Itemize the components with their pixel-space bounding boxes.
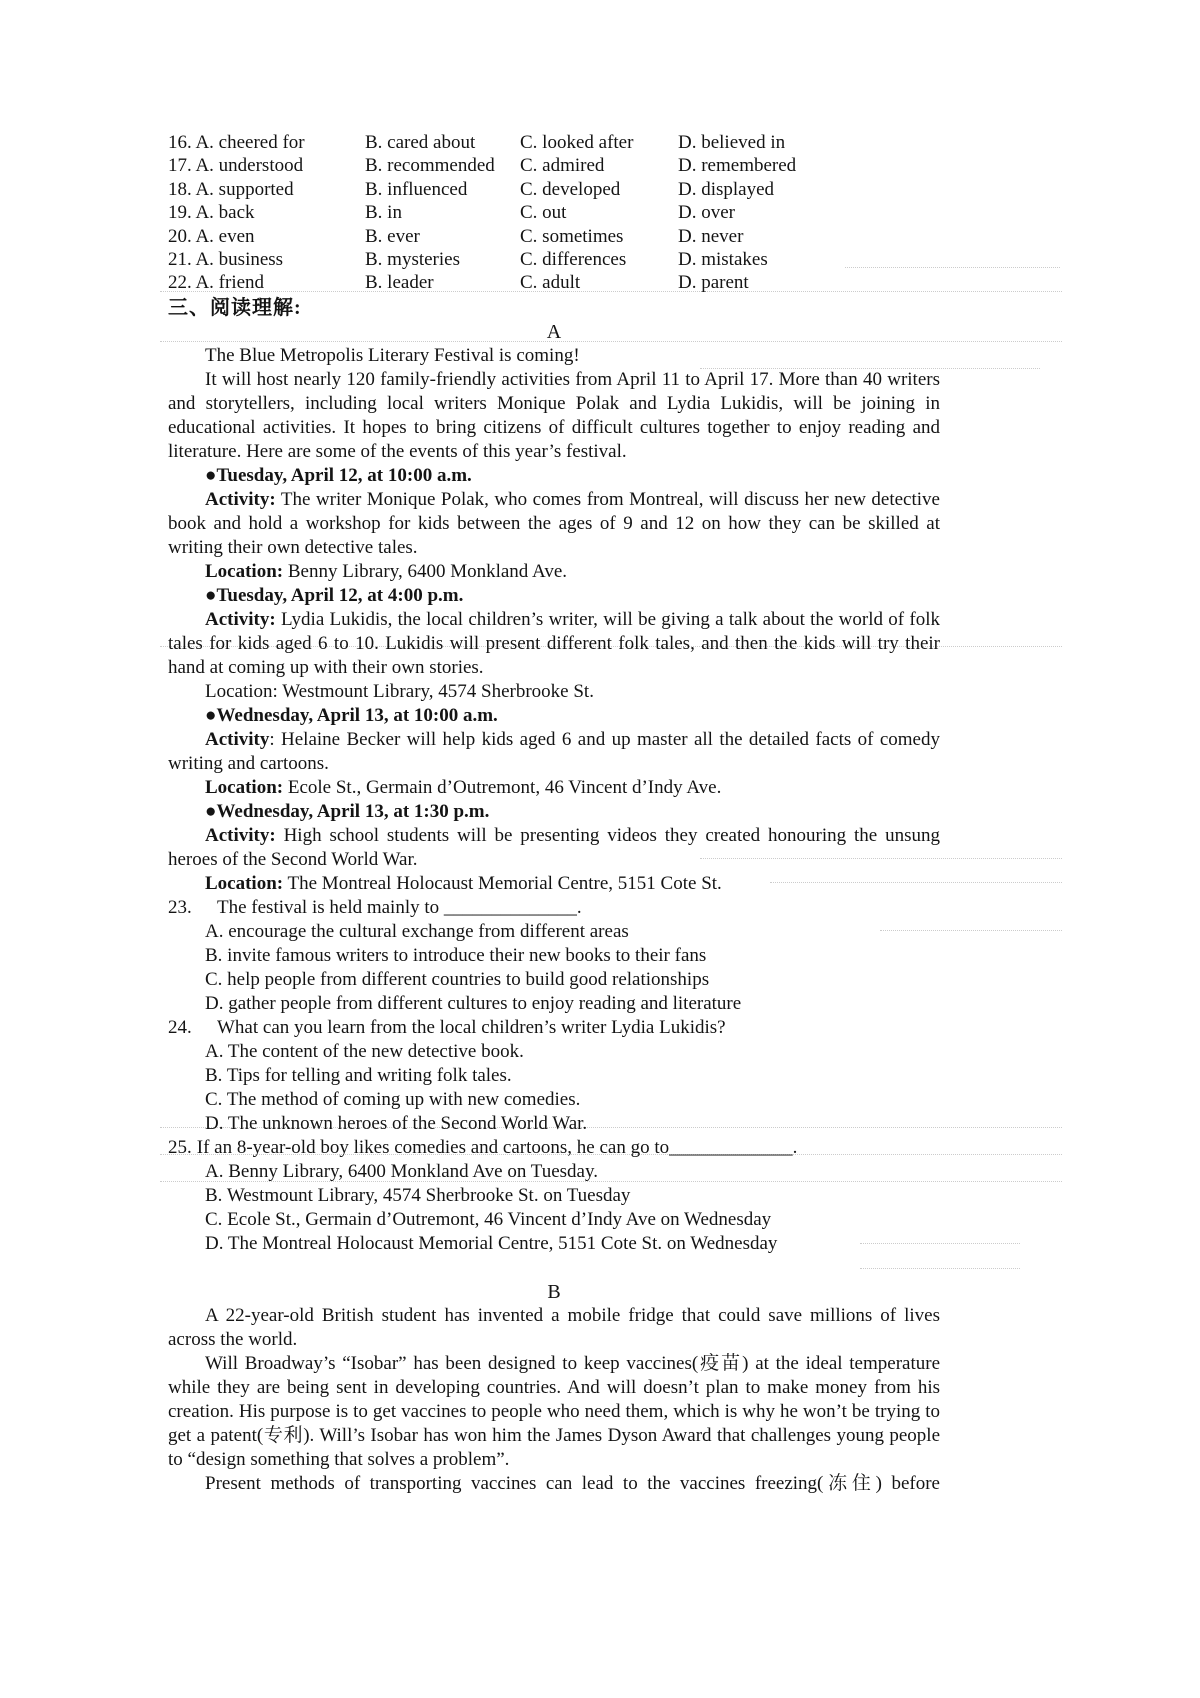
passage-a-heading: A bbox=[546, 320, 562, 343]
cloze-cell: C. differences bbox=[520, 249, 627, 271]
activity-label: Activity: bbox=[205, 608, 276, 630]
question-option: C. help people from different countries to build good relationships bbox=[205, 968, 710, 990]
activity-label: Activity: bbox=[205, 488, 276, 510]
cloze-cell: C. developed bbox=[520, 178, 621, 200]
location-text: Benny Library, 6400 Monkland Ave. bbox=[283, 560, 568, 582]
cloze-cell: C. adult bbox=[520, 272, 581, 294]
question-option: A. The content of the new detective book. bbox=[205, 1040, 524, 1062]
question-option: A. encourage the cultural exchange from different areas bbox=[205, 920, 629, 942]
passage-b-heading: B bbox=[547, 1280, 561, 1303]
location-line bbox=[168, 872, 940, 896]
question-number: 24. bbox=[168, 1016, 192, 1038]
location-text: Westmount Library, 4574 Sherbrooke St. bbox=[277, 680, 594, 702]
cloze-cell: C. admired bbox=[520, 155, 605, 177]
event-bullet: ●Wednesday, April 13, at 1:30 p.m. bbox=[205, 800, 490, 822]
question-23 bbox=[168, 896, 940, 920]
location-label: Location: bbox=[205, 560, 284, 582]
passage-b-paragraph: Will Broadway’s “Isobar” has been designed to keep vaccines(疫苗) at the ideal temperature while they are being sent in developing countries. And will doesn’t plan to make money from his creation. His purpose is to get vaccines to people who need them, which is why he won’t be trying to get a patent(专利). Will’s Isobar has won him the James Dyson Award that challenges young people to “design something that solves a problem”. bbox=[168, 1352, 940, 1470]
passage-b-paragraph: Present methods of transporting vaccines can lead to the vaccines freezing(冻住) before bbox=[205, 1472, 940, 1494]
question-stem: What can you learn from the local children’s writer Lydia Lukidis? bbox=[217, 1016, 726, 1038]
question-25 bbox=[168, 1136, 940, 1160]
cloze-cell: 20. A. even bbox=[168, 225, 255, 247]
cloze-cell: B. ever bbox=[365, 225, 420, 247]
activity-paragraph bbox=[168, 608, 940, 680]
activity-paragraph bbox=[168, 728, 940, 776]
cloze-cell: C. out bbox=[520, 202, 567, 224]
question-stem: If an 8-year-old boy likes comedies and cartoons, he can go to_____________. bbox=[196, 1136, 798, 1158]
cloze-cell: C. sometimes bbox=[520, 225, 624, 247]
activity-paragraph bbox=[168, 488, 940, 560]
question-option: B. invite famous writers to introduce their new books to their fans bbox=[205, 944, 707, 966]
activity-label: Activity: bbox=[205, 824, 276, 846]
location-text: Ecole St., Germain d’Outremont, 46 Vincent d’Indy Ave. bbox=[283, 776, 722, 798]
activity-text: : Helaine Becker will help kids aged 6 and up master all the detailed facts of comedy writing and cartoons. bbox=[168, 728, 940, 774]
activity-text: High school students will be presenting videos they created honouring the unsung heroes of the Second World War. bbox=[168, 824, 940, 870]
cloze-cell: B. cared about bbox=[365, 132, 476, 153]
page-content bbox=[168, 131, 940, 1496]
cloze-cell: D. parent bbox=[678, 272, 749, 294]
location-line bbox=[168, 560, 940, 584]
question-option: D. The unknown heroes of the Second World War. bbox=[205, 1112, 588, 1134]
question-option: D. gather people from different cultures to enjoy reading and literature bbox=[205, 992, 742, 1014]
question-option: D. The Montreal Holocaust Memorial Centre, 5151 Cote St. on Wednesday bbox=[205, 1232, 778, 1254]
question-number: 25. bbox=[168, 1136, 192, 1158]
location-label: Location: bbox=[205, 872, 284, 894]
cloze-cell: 19. A. back bbox=[168, 202, 255, 224]
cloze-cell: 22. A. friend bbox=[168, 272, 265, 294]
activity-text: The writer Monique Polak, who comes from Montreal, will discuss her new detective book and hold a workshop for kids between the ages of 9 and 12 on how they can be skilled at writing their own detective tales. bbox=[168, 488, 940, 558]
question-stem: The festival is held mainly to ______________. bbox=[217, 896, 582, 918]
activity-text: Lydia Lukidis, the local children’s writer, will be giving a talk about the world of folk tales for kids aged 6 to 10. Lukidis will present different folk tales, and then the kids will try their hand at coming up with their own stories. bbox=[168, 608, 940, 678]
cloze-cell: D. displayed bbox=[678, 178, 775, 200]
cloze-cell: C. looked after bbox=[520, 132, 634, 153]
question-option: A. Benny Library, 6400 Monkland Ave on Tuesday. bbox=[205, 1160, 598, 1182]
question-option: C. Ecole St., Germain d’Outremont, 46 Vincent d’Indy Ave on Wednesday bbox=[205, 1208, 772, 1230]
activity-label: Activity bbox=[205, 728, 270, 750]
cloze-cell: B. influenced bbox=[365, 178, 468, 200]
event-bullet: ●Tuesday, April 12, at 10:00 a.m. bbox=[205, 464, 472, 486]
cloze-cell: 16. A. cheered for bbox=[168, 132, 305, 153]
cloze-cell: D. mistakes bbox=[678, 249, 768, 271]
location-label: Location: bbox=[205, 680, 278, 702]
cloze-options-table bbox=[168, 131, 940, 295]
cloze-cell: D. never bbox=[678, 225, 744, 247]
cloze-cell: B. recommended bbox=[365, 155, 495, 177]
location-text: The Montreal Holocaust Memorial Centre, 5151 Cote St. bbox=[283, 872, 722, 894]
passage-b-paragraph: A 22-year-old British student has invented a mobile fridge that could save millions of lives across the world. bbox=[168, 1304, 940, 1350]
event-bullet: ●Tuesday, April 12, at 4:00 p.m. bbox=[205, 584, 464, 606]
cloze-cell: 17. A. understood bbox=[168, 155, 304, 177]
question-option: C. The method of coming up with new comedies. bbox=[205, 1088, 581, 1110]
cloze-cell: B. in bbox=[365, 202, 402, 224]
cloze-cell: 18. A. supported bbox=[168, 178, 294, 200]
event-bullet: ●Wednesday, April 13, at 10:00 a.m. bbox=[205, 704, 498, 726]
cloze-cell: B. leader bbox=[365, 272, 434, 294]
question-option: B. Tips for telling and writing folk tales. bbox=[205, 1064, 512, 1086]
location-label: Location: bbox=[205, 776, 284, 798]
question-number: 23. bbox=[168, 896, 192, 918]
question-option: B. Westmount Library, 4574 Sherbrooke St. on Tuesday bbox=[205, 1184, 631, 1206]
passage-a-intro-paragraph: It will host nearly 120 family-friendly activities from April 11 to April 17. More than 40 writers and storytellers, including local writers Monique Polak and Lydia Lukidis, will be joining in educational activities. It hopes to bring citizens of difficult cultures together to enjoy reading and literature. Here are some of the events of this year’s festival. bbox=[168, 368, 940, 462]
location-line bbox=[168, 776, 940, 800]
cloze-cell: D. believed in bbox=[678, 132, 786, 153]
cloze-cell: 21. A. business bbox=[168, 249, 284, 271]
cloze-cell: B. mysteries bbox=[365, 249, 460, 271]
question-24 bbox=[168, 1016, 940, 1040]
location-line bbox=[168, 680, 940, 704]
section-header: 三、阅读理解: bbox=[168, 296, 302, 319]
activity-paragraph bbox=[168, 824, 940, 872]
cloze-cell: D. remembered bbox=[678, 155, 797, 177]
passage-a-intro-line: The Blue Metropolis Literary Festival is coming! bbox=[205, 344, 580, 366]
cloze-cell: D. over bbox=[678, 202, 735, 224]
